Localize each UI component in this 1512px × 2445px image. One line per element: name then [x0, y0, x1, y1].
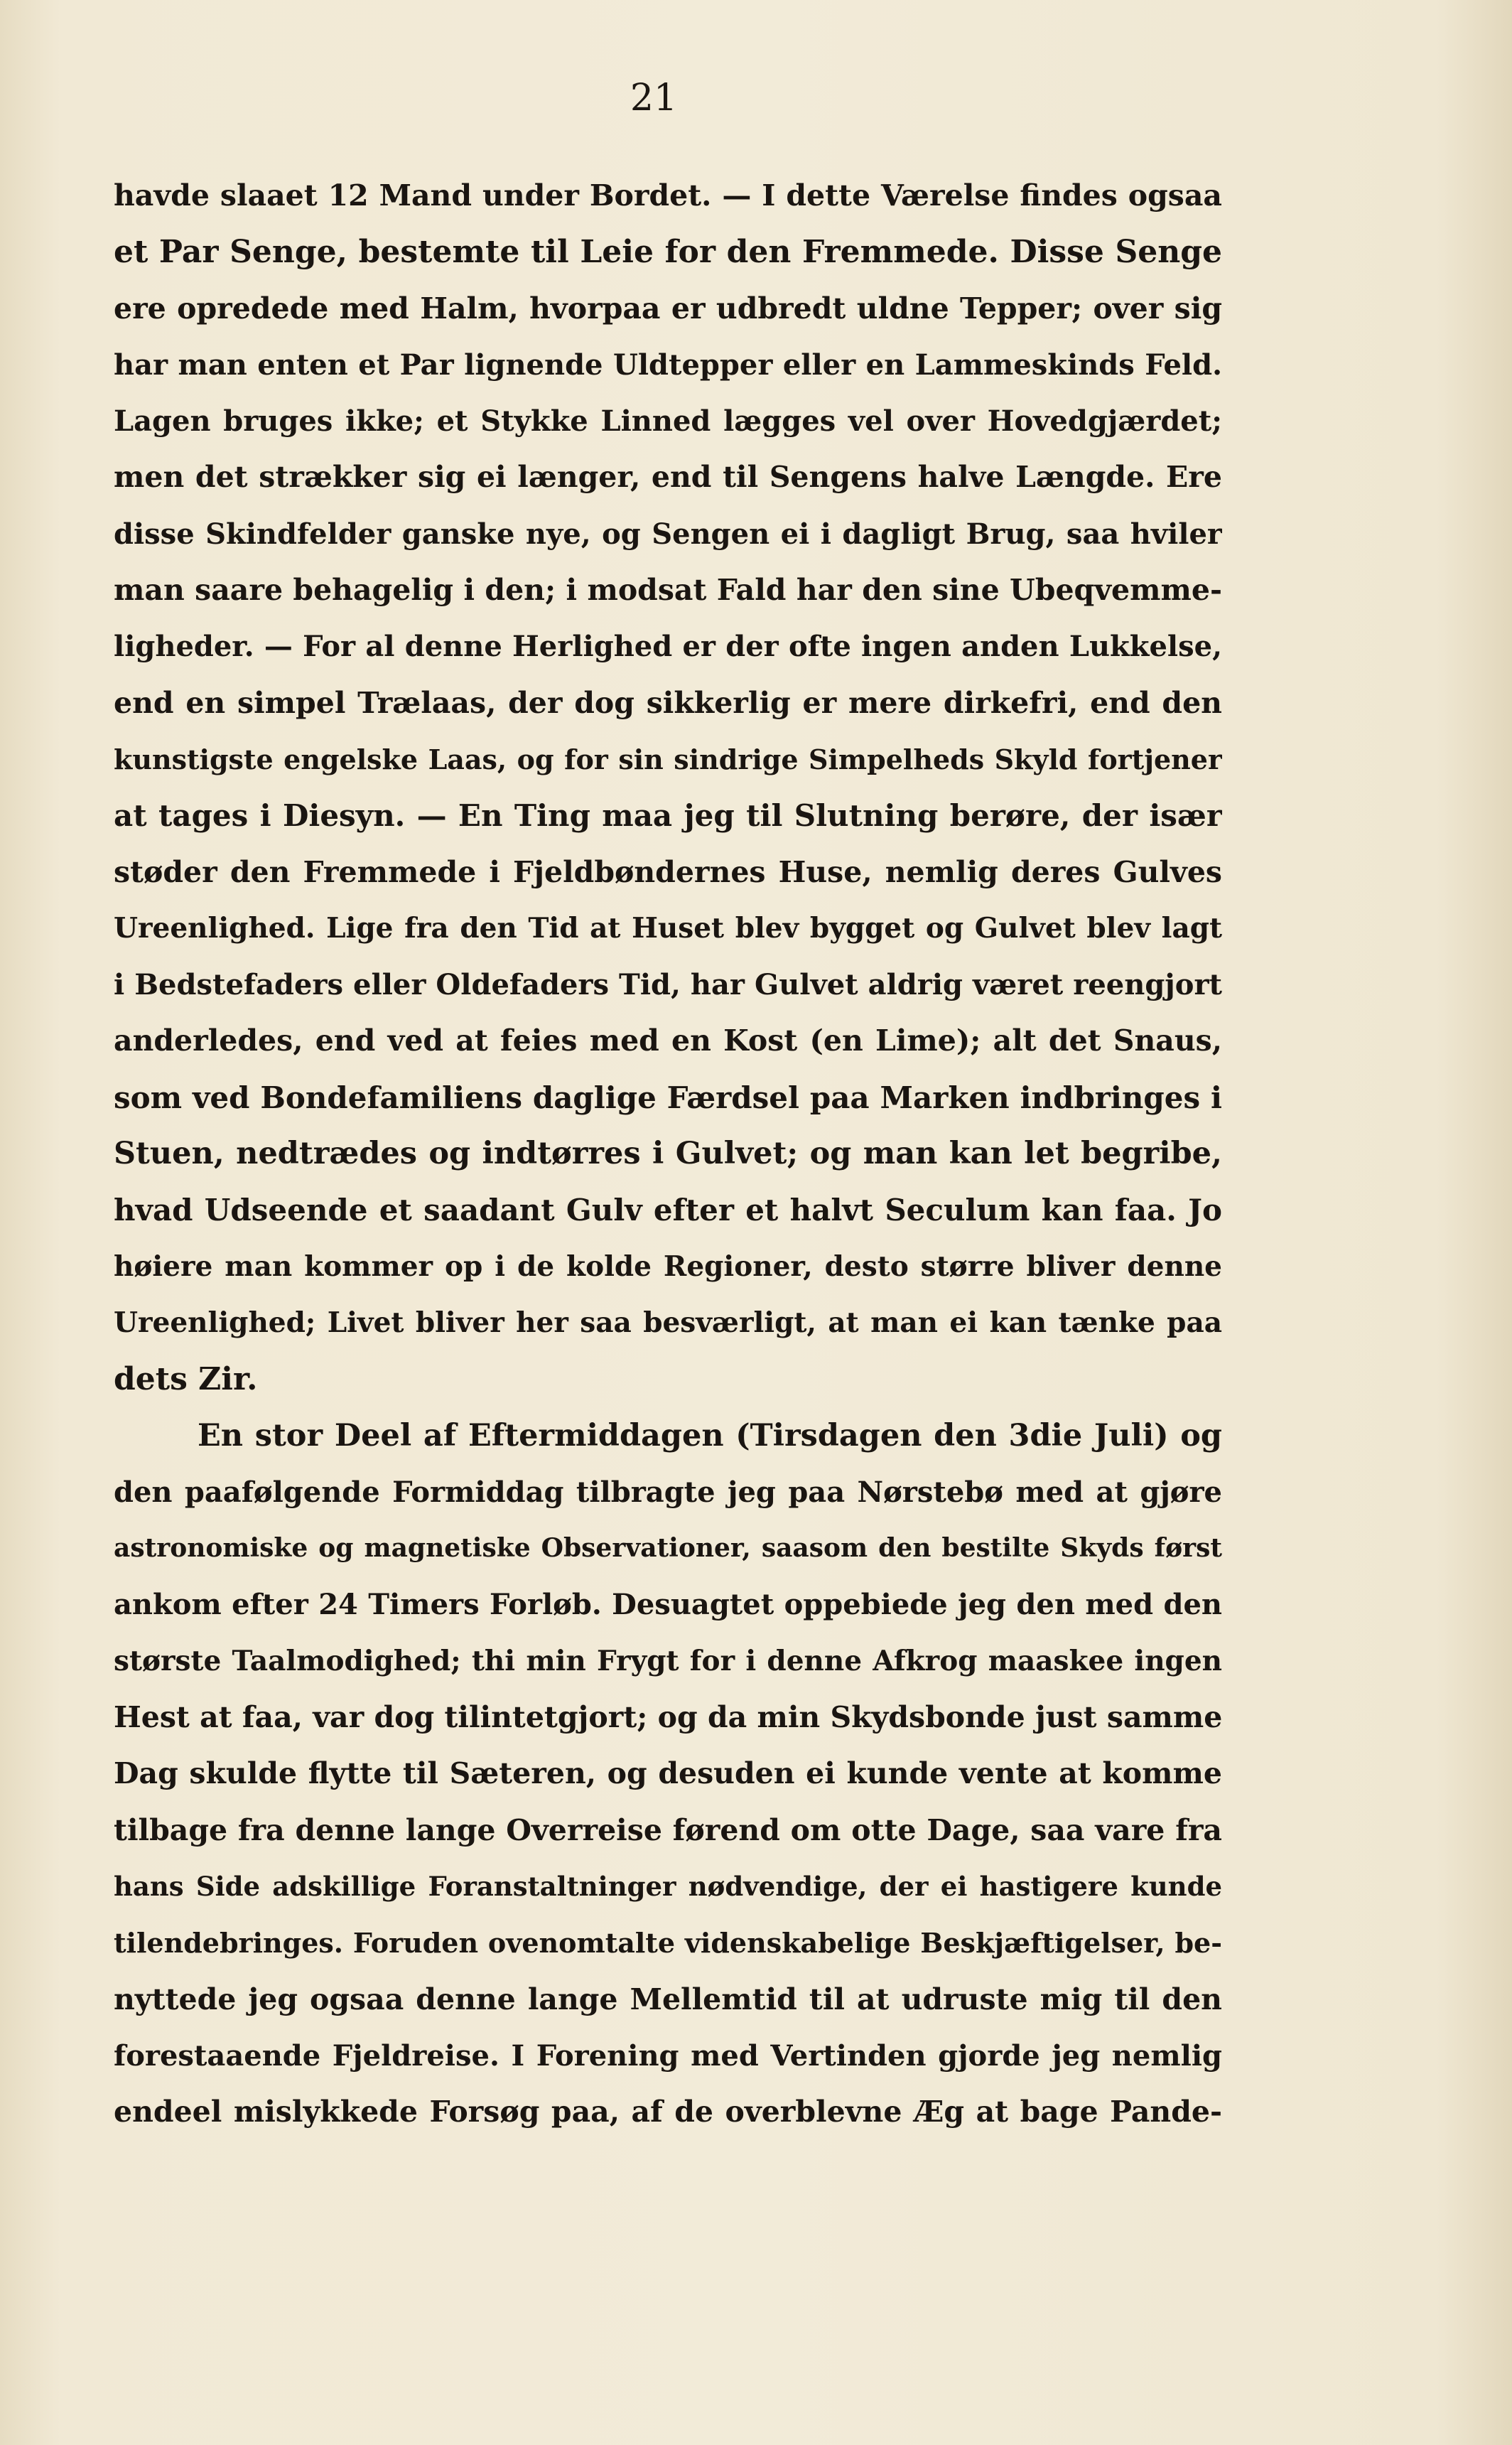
text-line: hvad Udseende et saadant Gulv efter et halvt Seculum kan faa. Jo — [114, 1193, 1222, 1228]
text-line: disse Skindfelder ganske nye, og Sengen ei i dagligt Brug, saa hviler — [114, 517, 1222, 551]
text-line: høiere man kommer op i de kolde Regioner, desto større bliver denne — [114, 1250, 1222, 1283]
text-line: endeel mislykkede Forsøg paa, af de overblevne Æg at bage Pande- — [114, 2095, 1222, 2129]
text-line: har man enten et Par lignende Uldtepper eller en Lammeskinds Feld. — [114, 348, 1222, 382]
text-line: i Bedstefaders eller Oldefaders Tid, har Gulvet aldrig været reengjort — [114, 968, 1222, 1002]
text-line: dets Zir. — [114, 1361, 258, 1398]
text-line: end en simpel Trælaas, der dog sikkerlig er mere dirkefri, end den — [114, 685, 1222, 720]
text-line: ankom efter 24 Timers Forløb. Desuagtet oppebiede jeg den med den — [114, 1588, 1222, 1622]
text-line: Stuen, nedtrædes og indtørres i Gulvet; og man kan let begribe, — [114, 1136, 1222, 1172]
text-line: anderledes, end ved at feies med en Kost (en Lime); alt det Snaus, — [114, 1023, 1222, 1058]
text-line: kunstigste engelske Laas, og for sin sindrige Simpelheds Skyld fortjener — [114, 743, 1222, 775]
text-line: ere opredede med Halm, hvorpaa er udbredt uldne Tepper; over sig — [114, 291, 1222, 326]
text-line: at tages i Diesyn. — En Ting maa jeg til Slutning berøre, der især — [114, 798, 1222, 834]
text-line: Dag skulde flytte til Sæteren, og desuden ei kunde vente at komme — [114, 1756, 1222, 1791]
text-line: den paafølgende Formiddag tilbragte jeg paa Nørstebø med at gjøre — [114, 1475, 1222, 1509]
text-line: havde slaaet 12 Mand under Bordet. — I dette Værelse findes ogsaa — [114, 178, 1222, 213]
text-line: men det strækker sig ei længer, end til Sengens halve Længde. Ere — [114, 460, 1222, 495]
text-line: et Par Senge, bestemte til Leie for den Fremmede. Disse Senge — [114, 234, 1222, 271]
text-line: Ureenlighed. Lige fra den Tid at Huset blev bygget og Gulvet blev lagt — [114, 911, 1222, 945]
text-line: tilbage fra denne lange Overreise førend om otte Dage, saa vare fra — [114, 1812, 1222, 1847]
page-text — [114, 168, 1222, 2140]
text-line: astronomiske og magnetiske Observationer, saasom den bestilte Skyds først — [114, 1533, 1222, 1564]
page-number: 21 — [630, 77, 678, 119]
text-line: støder den Fremmede i Fjeldbøndernes Huse, nemlig deres Gulves — [114, 854, 1222, 889]
text-line: største Taalmodighed; thi min Frygt for i denne Afkrog maaskee ingen — [114, 1644, 1222, 1677]
text-line: ligheder. — For al denne Herlighed er der ofte ingen anden Lukkelse, — [114, 630, 1222, 664]
text-line: som ved Bondefamiliens daglige Færdsel paa Marken indbringes i — [114, 1080, 1222, 1115]
text-line: Hest at faa, var dog tilintetgjort; og da min Skydsbonde just samme — [114, 1700, 1222, 1735]
text-line: tilendebringes. Foruden ovenomtalte videnskabelige Beskjæftigelser, be- — [114, 1927, 1222, 1960]
text-line: forestaaende Fjeldreise. I Forening med Vertinden gjorde jeg nemlig — [114, 2038, 1222, 2073]
text-line: En stor Deel af Eftermiddagen (Tirsdagen den 3die Juli) og — [198, 1417, 1222, 1453]
text-line: hans Side adskillige Foranstaltninger nødvendige, der ei hastigere kunde — [114, 1870, 1222, 1902]
text-line: Lagen bruges ikke; et Stykke Linned lægges vel over Hovedgjærdet; — [114, 404, 1222, 439]
text-line: nyttede jeg ogsaa denne lange Mellemtid til at udruste mig til den — [114, 1982, 1222, 2016]
text-line: Ureenlighed; Livet bliver her saa besværligt, at man ei kan tænke paa — [114, 1306, 1222, 1339]
text-line: man saare behagelig i den; i modsat Fald har den sine Ubeqvemme- — [114, 573, 1222, 608]
